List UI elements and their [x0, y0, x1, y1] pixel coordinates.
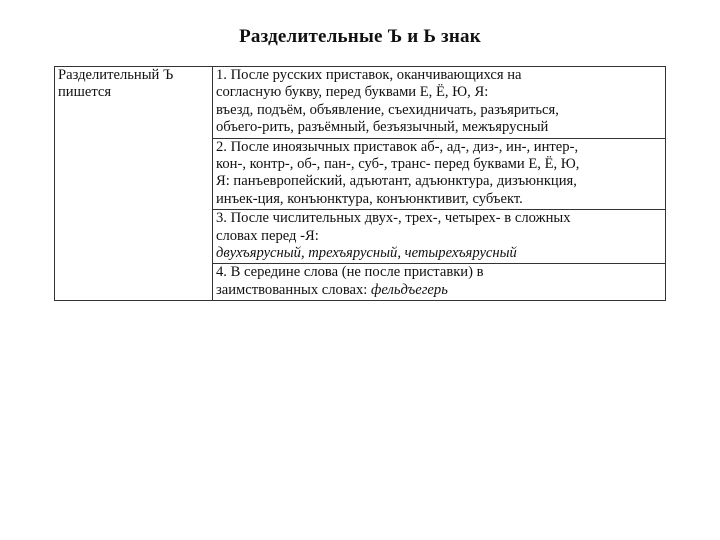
rules-table: [54, 66, 666, 301]
rule-text-line: инъек-ция, конъюнктура, конъюнктивит, субъект.: [216, 190, 523, 207]
rule-text-line: словах перед -Я:: [216, 227, 319, 244]
rule-subject-cell: [55, 67, 213, 301]
rule-text-line: объего-рить, разъёмный, безъязычный, межъярусный: [216, 119, 549, 136]
rule-text-line: [216, 282, 663, 299]
rule-cell-2: [213, 138, 666, 210]
rule-text-line: согласную букву, перед буквами Е, Ё, Ю, Я:: [216, 84, 489, 101]
rule-text-line: 2. После иноязычных приставок аб-, ад-, диз-, ин-, интер-,: [216, 138, 579, 155]
subject-line: пишется: [58, 84, 112, 101]
rule-text-line: 4. В середине слова (не после приставки) в: [216, 264, 484, 281]
rule-text-line: Я: панъевропейский, адъютант, адъюнктура, дизъюнкция,: [216, 173, 577, 190]
rule-text-line: 1. После русских приставок, оканчивающихся на: [216, 67, 522, 83]
rule-text-line: 3. После числительных двух-, трех-, четырех- в сложных: [216, 210, 571, 227]
subject-line: Разделительный Ъ: [58, 67, 174, 83]
rule-example-word: фельдъегерь: [371, 281, 448, 298]
rule-text-line: въезд, подъём, объявление, съехидничать, разъяриться,: [216, 101, 559, 118]
table-row: [55, 67, 666, 139]
rule-examples: двухъярусный, трехъярусный, четырехъярусный: [216, 245, 517, 262]
rule-cell-4: [213, 264, 666, 301]
rule-cell-1: [213, 67, 666, 139]
rule-text-prefix: заимствованных словах:: [216, 281, 372, 298]
rule-cell-3: [213, 210, 666, 264]
rule-text-line: кон-, контр-, об-, пан-, суб-, транс- перед буквами Е, Ё, Ю,: [216, 156, 580, 173]
page-title: Разделительные Ъ и Ь знак: [239, 26, 481, 47]
